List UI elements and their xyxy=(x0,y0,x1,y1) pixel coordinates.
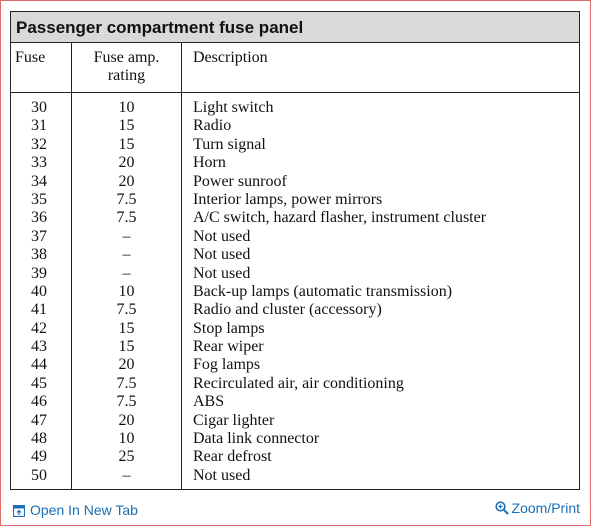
description-cell: Recirculated air, air conditioning xyxy=(193,374,404,392)
fuse-number-cell: 42 xyxy=(31,319,47,337)
header-description: Description xyxy=(193,49,268,66)
amp-rating-cell: 7.5 xyxy=(116,374,137,392)
description-cell: Radio xyxy=(193,117,232,135)
fuse-number-cell: 39 xyxy=(31,264,47,282)
open-new-tab-icon xyxy=(13,504,25,516)
fuse-table xyxy=(10,11,580,490)
fuse-number-cell: 47 xyxy=(31,411,47,429)
table-row xyxy=(11,228,579,246)
table-row xyxy=(11,209,579,227)
image-footer xyxy=(0,497,591,524)
header-divider xyxy=(11,92,579,93)
fuse-number-cell: 50 xyxy=(31,466,47,484)
fuse-number-cell: 48 xyxy=(31,430,47,448)
description-cell: ABS xyxy=(193,393,225,411)
amp-rating-cell: – xyxy=(122,264,131,282)
amp-rating-cell: 7.5 xyxy=(116,190,137,208)
table-row xyxy=(11,136,579,154)
table-row xyxy=(11,99,579,117)
table-row xyxy=(11,301,579,319)
description-cell: Power sunroof xyxy=(193,172,287,190)
amp-rating-cell: 20 xyxy=(118,172,135,190)
table-row xyxy=(11,265,579,283)
table-row xyxy=(11,191,579,209)
table-row xyxy=(11,117,579,135)
table-row xyxy=(11,430,579,448)
description-cell: Not used xyxy=(193,466,251,484)
table-row xyxy=(11,412,579,430)
fuse-number-cell: 41 xyxy=(31,301,47,319)
description-cell: Turn signal xyxy=(193,135,266,153)
fuse-number-cell: 34 xyxy=(31,172,47,190)
table-row xyxy=(11,246,579,264)
fuse-number-cell: 44 xyxy=(31,356,47,374)
description-cell: Light switch xyxy=(193,99,274,116)
fuse-number-cell: 30 xyxy=(31,99,47,116)
amp-rating-cell: 15 xyxy=(118,338,135,356)
table-row xyxy=(11,467,579,485)
fuse-number-cell: 40 xyxy=(31,282,47,300)
description-cell: Horn xyxy=(193,154,226,172)
table-title: Passenger compartment fuse panel xyxy=(11,12,579,43)
table-row xyxy=(11,375,579,393)
amp-rating-cell: 15 xyxy=(118,319,135,337)
description-cell: Not used xyxy=(193,246,251,264)
fuse-number-cell: 43 xyxy=(31,338,47,356)
table-row xyxy=(11,173,579,191)
amp-rating-cell: 15 xyxy=(118,135,135,153)
fuse-number-cell: 49 xyxy=(31,448,47,466)
amp-rating-cell: 20 xyxy=(118,154,135,172)
amp-rating-cell: 15 xyxy=(118,117,135,135)
table-row xyxy=(11,393,579,411)
fuse-number-cell: 36 xyxy=(31,209,47,227)
fuse-number-cell: 35 xyxy=(31,190,47,208)
table-row xyxy=(11,448,579,466)
amp-rating-cell: 20 xyxy=(118,411,135,429)
fuse-number-cell: 46 xyxy=(31,393,47,411)
fuse-number-cell: 45 xyxy=(31,374,47,392)
amp-rating-cell: 7.5 xyxy=(116,209,137,227)
description-cell: Stop lamps xyxy=(193,319,265,337)
amp-rating-cell: – xyxy=(122,246,131,264)
amp-rating-cell: – xyxy=(122,227,131,245)
fuse-number-cell: 38 xyxy=(31,246,47,264)
description-cell: Data link connector xyxy=(193,430,320,448)
amp-rating-cell: 20 xyxy=(118,356,135,374)
amp-rating-cell: 10 xyxy=(118,430,135,448)
table-row xyxy=(11,320,579,338)
description-cell: Rear wiper xyxy=(193,338,264,356)
fuse-number-cell: 33 xyxy=(31,154,47,172)
amp-rating-cell: 10 xyxy=(118,99,135,116)
description-cell: Not used xyxy=(193,264,251,282)
header-fuse: Fuse xyxy=(15,49,46,66)
description-cell: Interior lamps, power mirrors xyxy=(193,190,383,208)
description-cell: Fog lamps xyxy=(193,356,261,374)
header-amp-line2: rating xyxy=(107,67,146,84)
amp-rating-cell: 7.5 xyxy=(116,301,137,319)
amp-rating-cell: – xyxy=(122,466,131,484)
table-row xyxy=(11,154,579,172)
description-cell: Radio and cluster (accessory) xyxy=(193,301,382,319)
magnifier-icon xyxy=(495,501,509,515)
amp-rating-cell: 7.5 xyxy=(116,393,137,411)
description-cell: Rear defrost xyxy=(193,448,272,466)
zoom-print-label: Zoom/Print xyxy=(511,500,580,516)
open-in-new-tab-label: Open In New Tab xyxy=(30,502,138,518)
table-body xyxy=(11,99,579,485)
table-row xyxy=(11,283,579,301)
table-row xyxy=(11,356,579,374)
amp-rating-cell: 10 xyxy=(118,282,135,300)
fuse-number-cell: 32 xyxy=(31,135,47,153)
header-amp-rating xyxy=(72,49,181,85)
open-in-new-tab-link[interactable] xyxy=(13,502,138,518)
description-cell: A/C switch, hazard flasher, instrument cluster xyxy=(193,209,487,227)
header-amp-line1: Fuse amp. xyxy=(93,49,160,66)
table-row xyxy=(11,338,579,356)
fuse-number-cell: 31 xyxy=(31,117,47,135)
amp-rating-cell: 25 xyxy=(118,448,135,466)
description-cell: Cigar lighter xyxy=(193,411,275,429)
description-cell: Back-up lamps (automatic transmission) xyxy=(193,282,453,300)
zoom-print-link[interactable] xyxy=(495,500,580,516)
description-cell: Not used xyxy=(193,227,251,245)
fuse-number-cell: 37 xyxy=(31,227,47,245)
